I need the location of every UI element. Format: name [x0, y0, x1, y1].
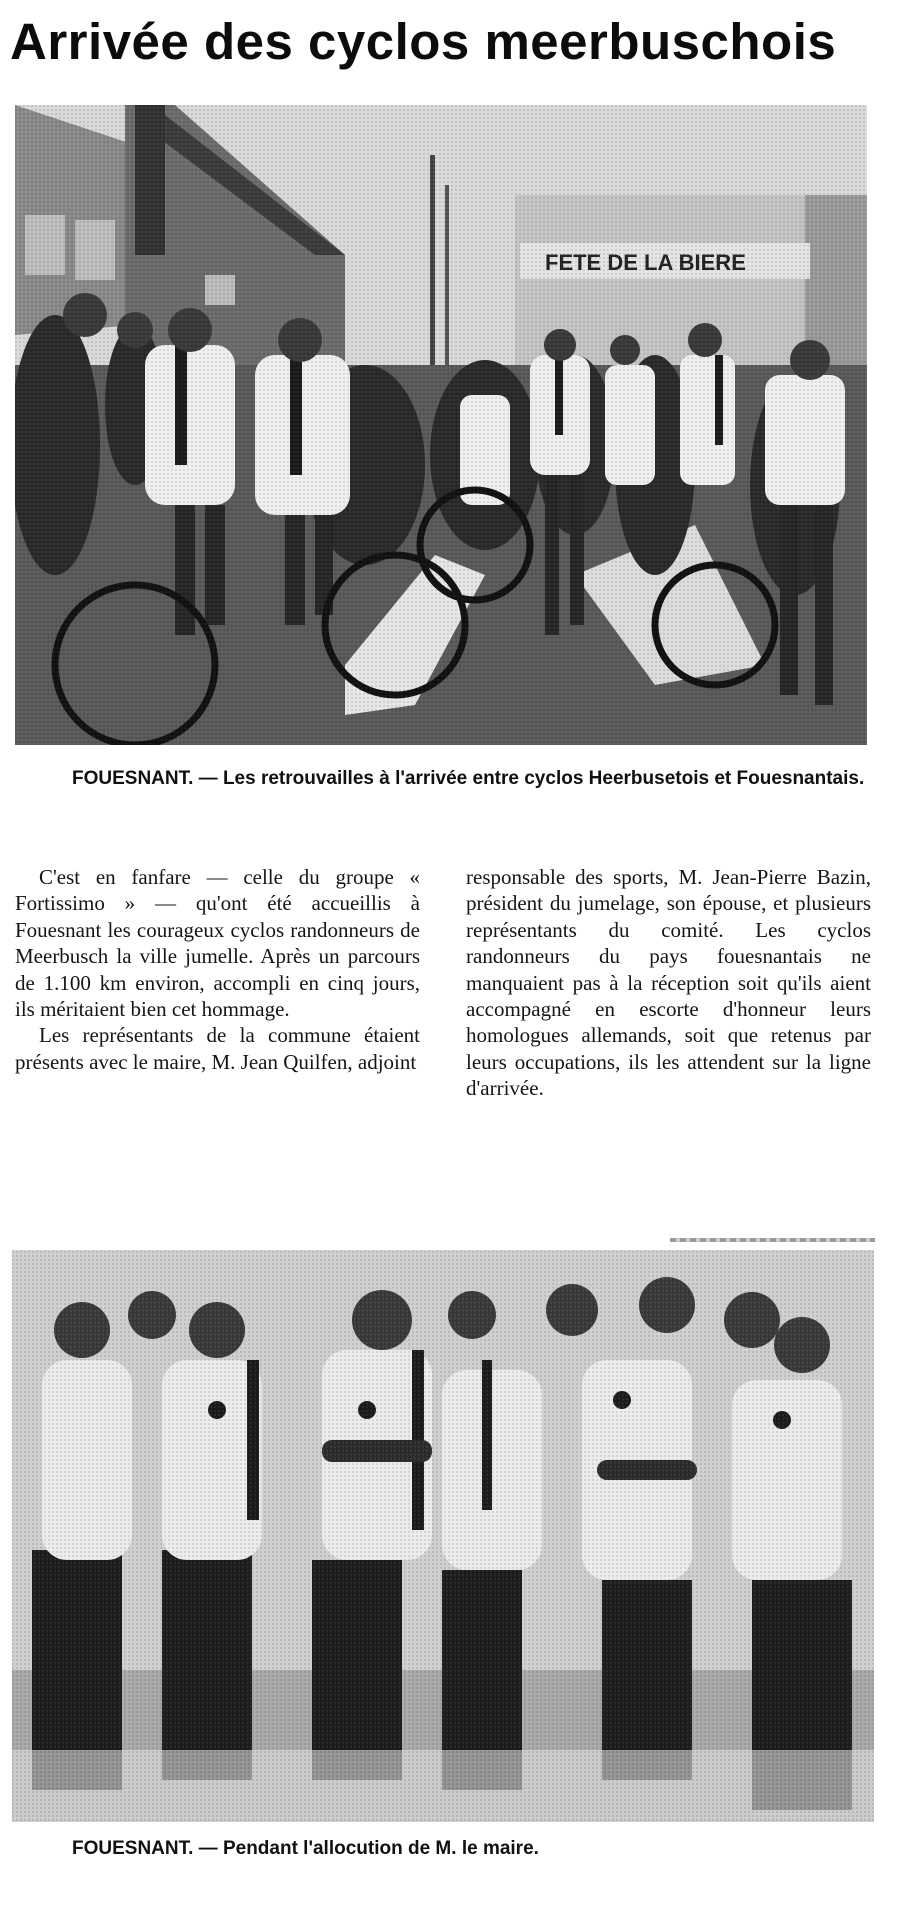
photo2-caption: FOUESNANT. — Pendant l'allocution de M. le maire. — [72, 1838, 539, 1859]
article-column-2 — [466, 864, 871, 1102]
paragraph: Les représentants de la commune étaient présents avec le maire, M. Jean Quilfen, adjoint — [15, 1023, 420, 1074]
photo1-caption: FOUESNANT. — Les retrouvailles à l'arrivée entre cyclos Heerbusetois et Fouesnantais. — [72, 768, 865, 789]
paragraph: C'est en fanfare — celle du groupe « Fortissimo » — qu'ont été accueillis à Fouesnant les courageux cyclos randonneurs de Meerbusch la ville jumelle. Après un parcours de 1.100 km environ, accompli en cinq jours, ils méritaient bien cet hommage. — [15, 865, 420, 1022]
photo-arrival-cyclists — [15, 105, 867, 745]
column-divider-rule — [670, 1238, 875, 1242]
paragraph: responsable des sports, M. Jean-Pierre Bazin, président du jumelage, son épouse, et plusieurs représentants du comité. Les cyclos randonneurs du pays fouesnantais ne manquaient pas à la réception soit qu'ils aient accompagné en escorte d'honneur leurs homologues allemands, soit que retenus par leurs occupations, ils les attendent sur la ligne d'arrivée. — [466, 865, 871, 1101]
article-column-1 — [15, 864, 420, 1075]
photo-mayor-speech-group — [12, 1250, 874, 1822]
article-headline: Arrivée des cyclos meerbuschois — [10, 13, 837, 70]
